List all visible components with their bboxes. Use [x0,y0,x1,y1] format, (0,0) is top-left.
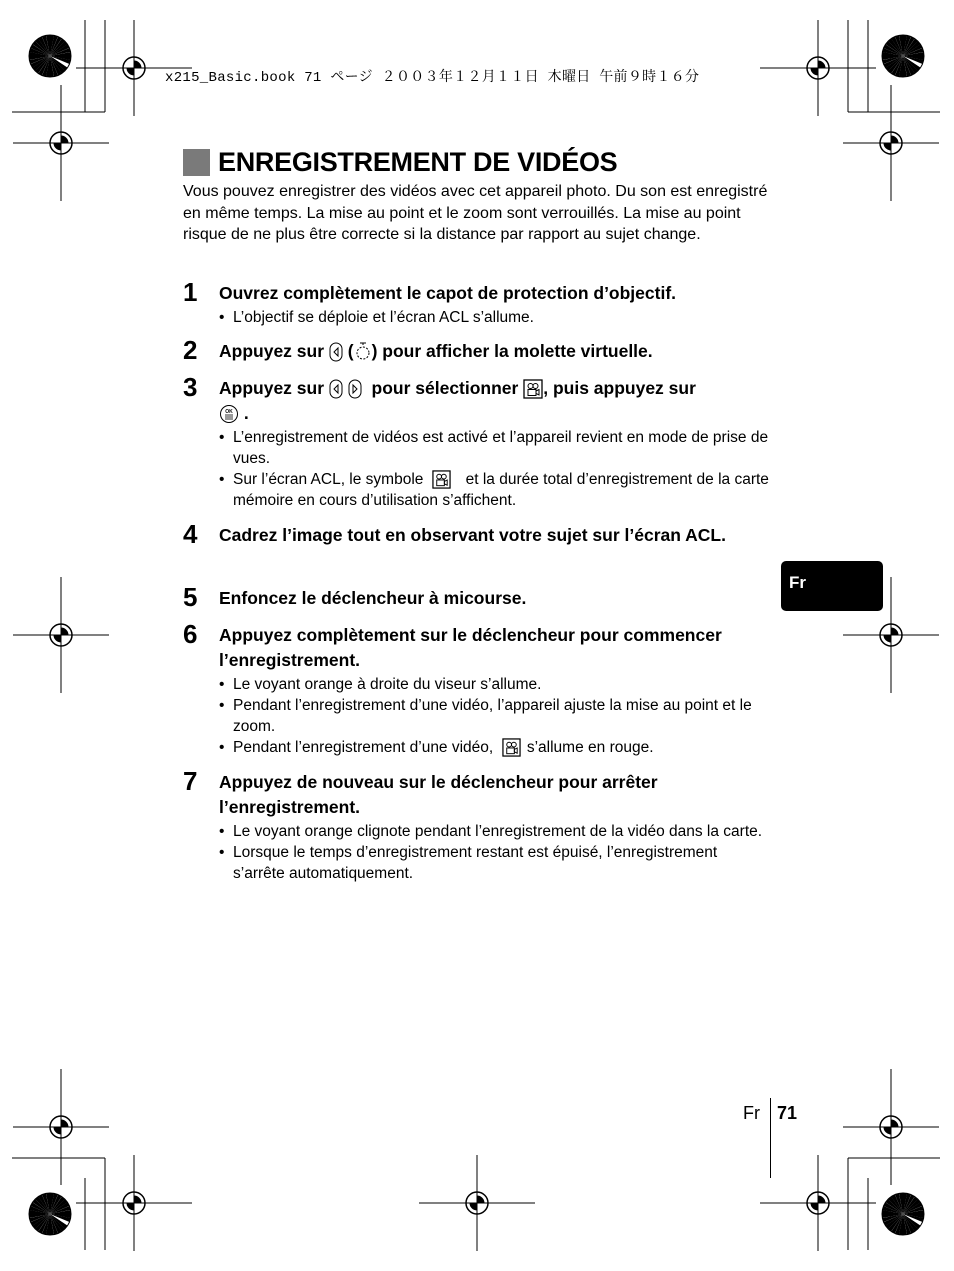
movie-mode-icon [502,738,521,757]
note-item: • L’enregistrement de vidéos est activé et l’appareil revient en mode de prise de vues. [219,427,771,469]
section-title-text: ENREGISTREMENT DE VIDÉOS [218,147,618,177]
title-marker-square-icon [183,149,210,176]
step-text: Appuyez complètement sur le déclencheur pour commencer l’enregistrement. [219,625,722,670]
section-title [183,147,617,178]
movie-mode-icon [432,470,451,489]
step-notes [219,674,771,758]
note-item: • L’objectif se déploie et l’écran ACL s’allume. [219,307,771,328]
step-text: Appuyez sur ( ) pour afficher la molette virtuelle. [219,341,653,361]
step-number: 3 [183,372,198,402]
note-item: • Le voyant orange clignote pendant l’enregistrement de la vidéo dans la carte. [219,821,771,842]
left-arrow-button-icon [329,379,343,399]
movie-mode-icon [523,379,543,399]
step-number: 2 [183,335,198,365]
step-text: Appuyez sur pour sélectionner , puis appuyez sur OK . [219,378,696,423]
step-text: Appuyez de nouveau sur le déclencheur pour arrêter l’enregistrement. [219,772,658,817]
step-text: Enfoncez le déclencheur à micourse. [219,588,527,608]
svg-text:OK: OK [225,409,233,416]
self-timer-icon [354,342,372,362]
footer-divider [770,1098,771,1178]
intro-paragraph: Vous pouvez enregistrer des vidéos avec cet appareil photo. Du son est enregistré en même temps. La mise au point et le zoom sont verrouillés. La mise au point risque de ne plus être correcte si la distance par rapport au sujet change. [183,183,768,243]
language-tab-label: Fr [789,573,806,592]
left-arrow-button-icon [329,342,343,362]
ok-menu-button-icon [219,404,239,424]
footer-language: Fr [743,1103,760,1123]
step-text: Cadrez l’image tout en observant votre sujet sur l’écran ACL. [219,525,726,545]
step-number: 1 [183,277,198,307]
note-item: • Pendant l’enregistrement d’une vidéo, s’allume en rouge. [219,737,771,758]
note-item: • Sur l’écran ACL, le symbole et la durée total d’enregistrement de la carte mémoire en cours d’utilisation s’affichent. [219,469,771,511]
page-number: 71 [777,1103,798,1123]
step-number: 7 [183,766,198,796]
right-arrow-button-icon [348,379,362,399]
step-number: 5 [183,582,198,612]
language-tab [781,561,883,611]
step-notes [219,427,771,511]
step-number: 4 [183,519,198,549]
print-slug-header: x215_Basic.book 71 ページ ２００３年１２月１１日 木曜日 午前９時１６分 [165,70,700,86]
step-notes [219,821,771,884]
step-text: Ouvrez complètement le capot de protection d’objectif. [219,283,677,303]
step-notes [219,307,771,328]
note-item: • Lorsque le temps d’enregistrement restant est épuisé, l’enregistrement s’arrête automatiquement. [219,842,771,884]
step-number: 6 [183,619,198,649]
note-item: • Pendant l’enregistrement d’une vidéo, l’appareil ajuste la mise au point et le zoom. [219,695,771,737]
note-item: • Le voyant orange à droite du viseur s’allume. [219,674,771,695]
